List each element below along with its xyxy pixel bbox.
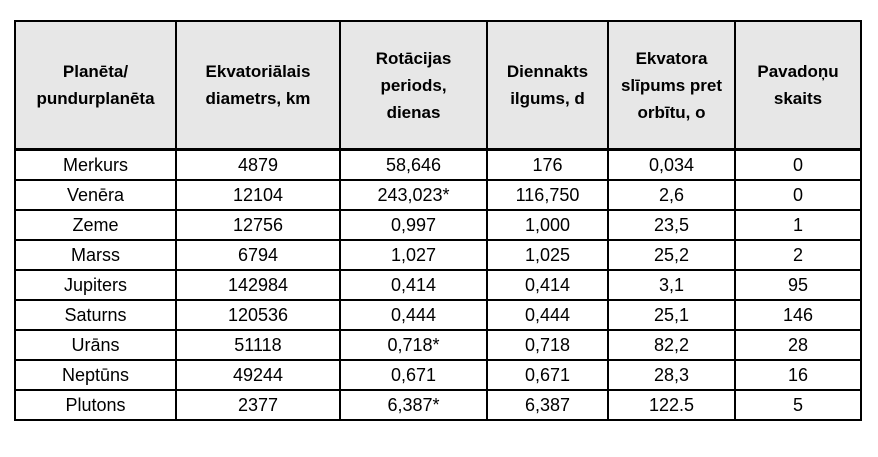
cell-axial-tilt: 82,2 <box>608 330 735 360</box>
header-text: periods, <box>380 75 447 95</box>
header-text: Ekvatora <box>635 48 708 68</box>
header-axial-tilt <box>608 21 735 150</box>
table-row <box>15 240 861 270</box>
header-text: Planēta/ <box>62 62 129 81</box>
cell-diameter: 142984 <box>176 270 340 300</box>
cell-axial-tilt: 25,1 <box>608 300 735 330</box>
table-row <box>15 270 861 300</box>
header-text: Ekvatoriālais <box>205 62 311 81</box>
header-text: diametrs, km <box>205 89 311 108</box>
cell-moon-count: 146 <box>735 300 861 330</box>
cell-planet: Marss <box>15 240 176 270</box>
header-moon-count <box>735 21 861 150</box>
cell-moon-count: 1 <box>735 210 861 240</box>
cell-day-length: 176 <box>487 150 608 181</box>
cell-diameter: 120536 <box>176 300 340 330</box>
cell-day-length: 1,025 <box>487 240 608 270</box>
planet-table <box>14 20 862 421</box>
cell-moon-count: 16 <box>735 360 861 390</box>
cell-planet: Zeme <box>15 210 176 240</box>
cell-moon-count: 28 <box>735 330 861 360</box>
header-diameter <box>176 21 340 150</box>
cell-planet: Saturns <box>15 300 176 330</box>
table-row <box>15 330 861 360</box>
cell-rotation-period: 58,646 <box>340 150 487 181</box>
cell-day-length: 0,671 <box>487 360 608 390</box>
header-text: orbītu, o <box>637 102 706 122</box>
cell-moon-count: 95 <box>735 270 861 300</box>
cell-day-length: 0,718 <box>487 330 608 360</box>
header-row <box>15 21 861 150</box>
cell-moon-count: 5 <box>735 390 861 420</box>
cell-diameter: 6794 <box>176 240 340 270</box>
table-row <box>15 360 861 390</box>
header-text: pundurplanēta <box>36 89 155 108</box>
table-row <box>15 210 861 240</box>
cell-moon-count: 0 <box>735 150 861 181</box>
header-text: dienas <box>386 102 441 122</box>
cell-diameter: 49244 <box>176 360 340 390</box>
cell-planet: Jupiters <box>15 270 176 300</box>
cell-axial-tilt: 25,2 <box>608 240 735 270</box>
cell-diameter: 51118 <box>176 330 340 360</box>
header-day-length <box>487 21 608 150</box>
header-text: Rotācijas <box>375 48 452 68</box>
cell-rotation-period: 6,387* <box>340 390 487 420</box>
cell-rotation-period: 0,718* <box>340 330 487 360</box>
cell-axial-tilt: 122.5 <box>608 390 735 420</box>
header-text: ilgums, d <box>510 89 585 108</box>
cell-axial-tilt: 3,1 <box>608 270 735 300</box>
header-text: Diennakts <box>506 62 589 81</box>
cell-planet: Plutons <box>15 390 176 420</box>
table-row <box>15 390 861 420</box>
cell-axial-tilt: 0,034 <box>608 150 735 181</box>
cell-rotation-period: 243,023* <box>340 180 487 210</box>
cell-diameter: 12756 <box>176 210 340 240</box>
cell-axial-tilt: 23,5 <box>608 210 735 240</box>
header-text: Pavadoņu <box>757 62 839 81</box>
cell-moon-count: 2 <box>735 240 861 270</box>
cell-axial-tilt: 2,6 <box>608 180 735 210</box>
cell-day-length: 1,000 <box>487 210 608 240</box>
cell-day-length: 6,387 <box>487 390 608 420</box>
cell-rotation-period: 0,671 <box>340 360 487 390</box>
table-row <box>15 300 861 330</box>
cell-diameter: 4879 <box>176 150 340 181</box>
cell-planet: Venēra <box>15 180 176 210</box>
cell-planet: Urāns <box>15 330 176 360</box>
cell-planet: Neptūns <box>15 360 176 390</box>
cell-planet: Merkurs <box>15 150 176 181</box>
header-text: slīpums pret <box>620 75 723 95</box>
cell-day-length: 0,414 <box>487 270 608 300</box>
cell-day-length: 116,750 <box>487 180 608 210</box>
cell-rotation-period: 0,997 <box>340 210 487 240</box>
header-rotation-period <box>340 21 487 150</box>
table-row <box>15 180 861 210</box>
header-planet <box>15 21 176 150</box>
cell-diameter: 12104 <box>176 180 340 210</box>
cell-rotation-period: 1,027 <box>340 240 487 270</box>
table-row <box>15 150 861 181</box>
cell-diameter: 2377 <box>176 390 340 420</box>
cell-day-length: 0,444 <box>487 300 608 330</box>
cell-rotation-period: 0,444 <box>340 300 487 330</box>
cell-rotation-period: 0,414 <box>340 270 487 300</box>
cell-moon-count: 0 <box>735 180 861 210</box>
cell-axial-tilt: 28,3 <box>608 360 735 390</box>
header-text: skaits <box>773 89 823 108</box>
